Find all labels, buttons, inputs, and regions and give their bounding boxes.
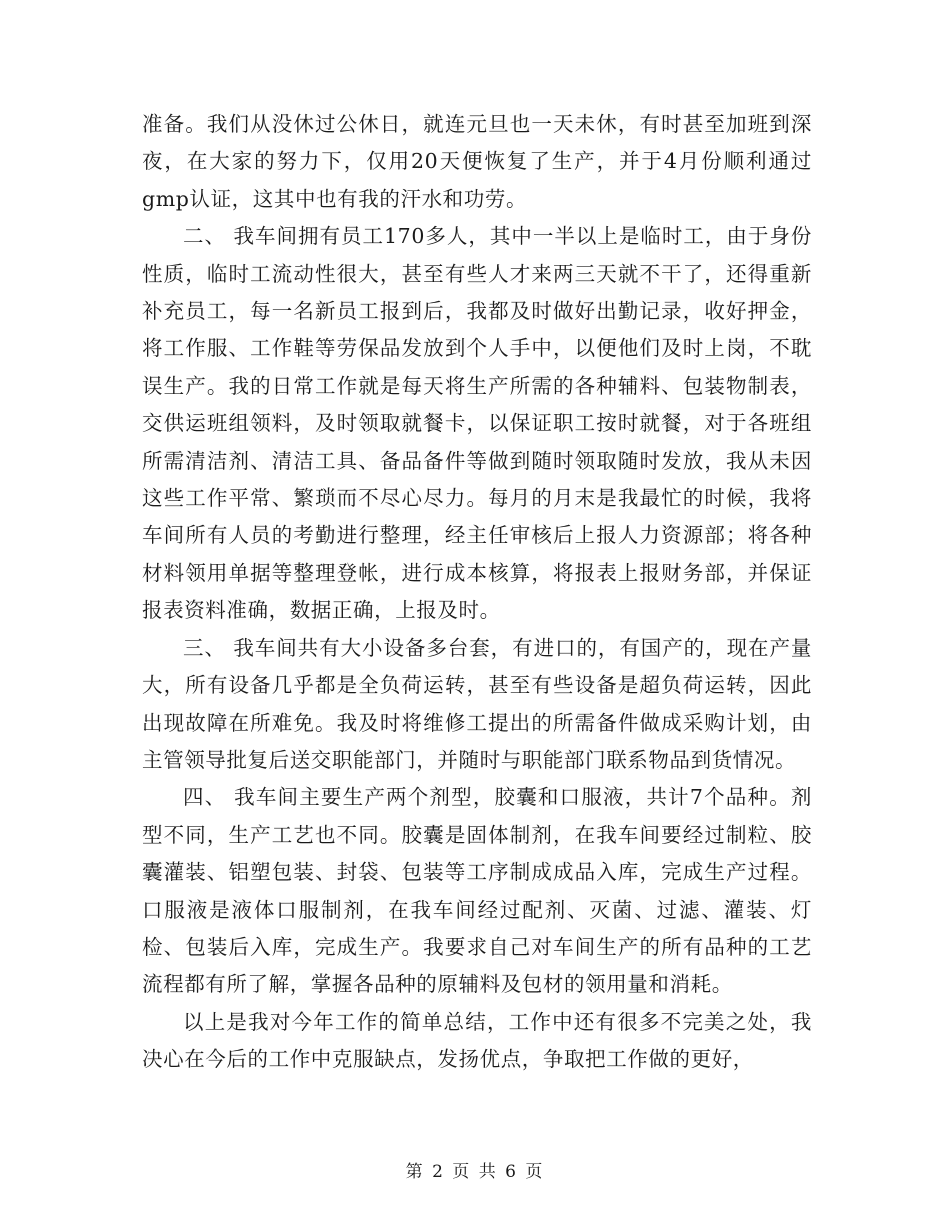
paragraph-2: 二、 我车间拥有员工170多人，其中一半以上是临时工，由于身份性质，临时工流动性很大，甚至有些人才来两三天就不干了，还得重新补充员工，每一名新员工报到后，我都及时做好出勤记录，收好押金，将工作服、工作鞋等劳保品发放到个人手中，以便他们及时上岗，不耽误生产。我的日常工作就是每天将生产所需的各种辅料、包装物制表，交供运班组领料，及时领取就餐卡，以保证职工按时就餐，对于各班组所需清洁剂、清洁工具、备品备件等做到随时领取随时发放，我从未因这些工作平常、繁琐而不尽心尽力。每月的月末是我最忙的时候，我将车间所有人员的考勤进行整理，经主任审核后上报人力资源部；将各种材料领用单据等整理登帐，进行成本核算，将报表上报财务部，并保证报表资料准确，数据正确，上报及时。 [142,224,812,623]
paragraph-5: 以上是我对今年工作的简单总结，工作中还有很多不完美之处，我决心在今后的工作中克服缺点，发扬优点，争取把工作做的更好， [142,1009,812,1072]
document-body [142,106,812,1079]
paragraph-1: 准备。我们从没休过公休日，就连元旦也一天未休，有时甚至加班到深夜，在大家的努力下，仅用20天便恢复了生产，并于4月份顺利通过gmp认证，这其中也有我的汗水和功劳。 [142,112,812,211]
page-footer: 第 2 页 共 6 页 [405,1162,545,1182]
paragraph-3: 三、 我车间共有大小设备多台套，有进口的，有国产的，现在产量大，所有设备几乎都是全负荷运转，甚至有些设备是超负荷运转，因此出现故障在所难免。我及时将维修工提出的所需备件做成采购计划，由主管领导批复后送交职能部门，并随时与职能部门联系物品到货情况。 [142,635,812,772]
paragraph-4: 四、 我车间主要生产两个剂型，胶囊和口服液，共计7个品种。剂型不同，生产工艺也不同。胶囊是固体制剂，在我车间要经过制粒、胶囊灌装、铝塑包装、封袋、包装等工序制成成品入库，完成生产过程。口服液是液体口服制剂，在我车间经过配剂、灭菌、过滤、灌装、灯检、包装后入库，完成生产。我要求自己对车间生产的所有品种的工艺流程都有所了解，掌握各品种的原辅料及包材的领用量和消耗。 [142,785,812,997]
